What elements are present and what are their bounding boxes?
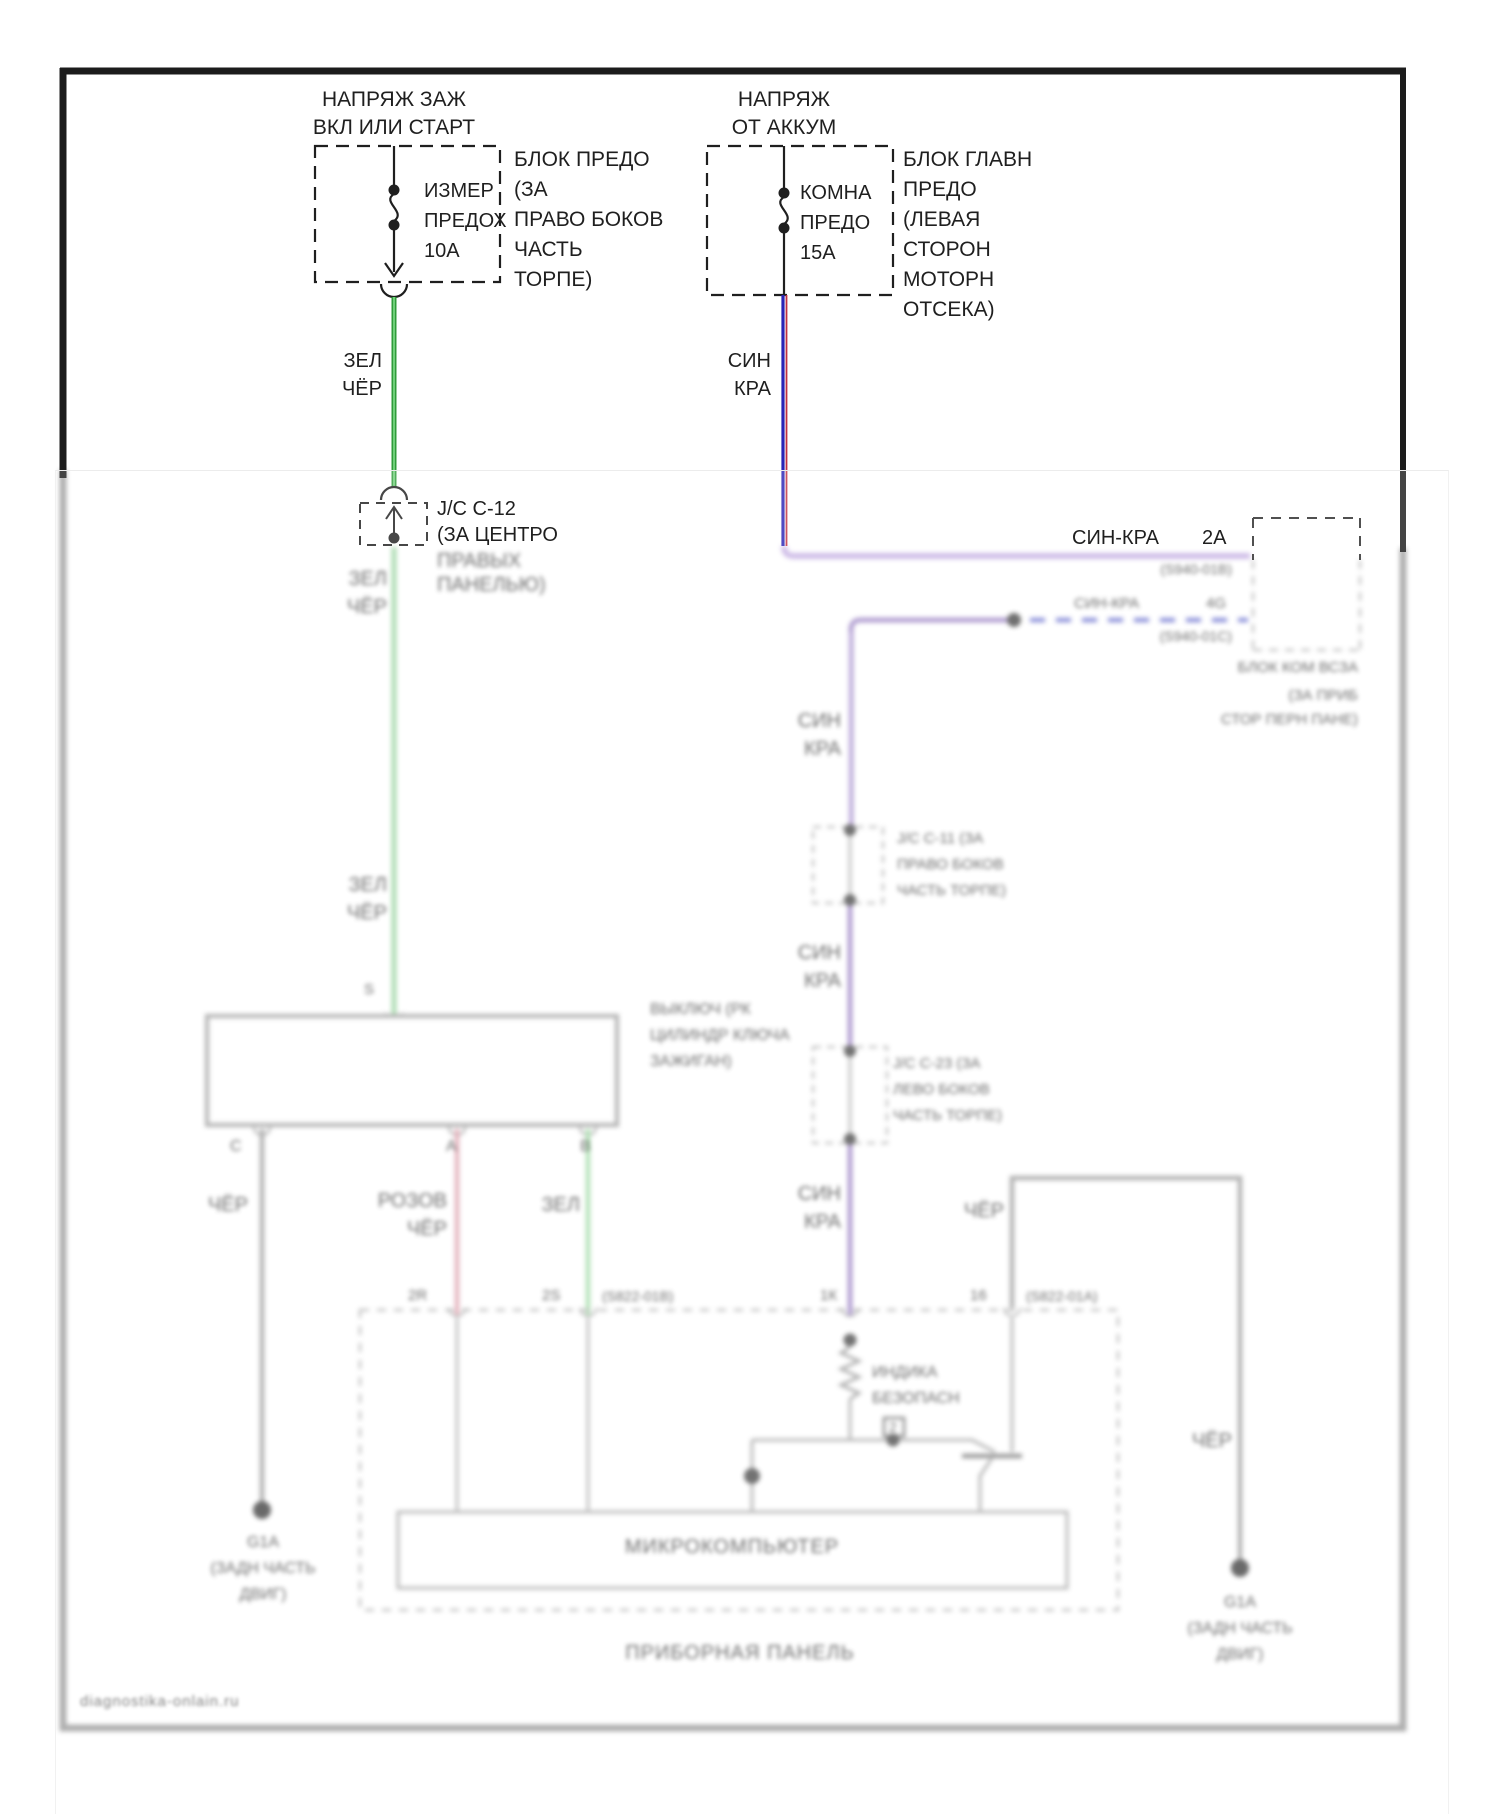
right-box-label-1: БЛОК КОМ ВСЗА bbox=[1237, 659, 1358, 676]
jc-c12-blur-2: ПАНЕЛЬЮ) bbox=[437, 574, 546, 596]
right-box-outline-gray bbox=[1253, 560, 1360, 650]
transistor-base-wire bbox=[850, 1440, 995, 1452]
junction-dot-resistor-top bbox=[844, 1334, 857, 1347]
ignition-switch-label-3: ЗАЖИГАН) bbox=[650, 1053, 732, 1070]
fuse-left-box-label-3: ПРАВО БОКОВ bbox=[514, 208, 664, 231]
fuse-right-box-label-4: СТОРОН bbox=[903, 238, 991, 261]
jc-c12-line2: (ЗА ЦЕНТРО bbox=[437, 524, 558, 546]
panel-connector-s822-01a: (S822-01A) bbox=[1026, 1288, 1098, 1304]
jc-c23-dot-top bbox=[844, 1045, 856, 1057]
resistor-symbol bbox=[841, 1347, 859, 1399]
fuse-right-name-1: КОМНА bbox=[800, 182, 872, 204]
indicator-label-2: БЕЗОПАСН bbox=[872, 1390, 960, 1407]
switch-pin-b: B bbox=[580, 1138, 591, 1155]
fuse-right-dot-bottom bbox=[779, 223, 790, 234]
right-box-outline-sharp bbox=[1253, 518, 1360, 560]
fuse-left-rating: 10А bbox=[424, 240, 460, 262]
fuse-left-dot-bottom bbox=[389, 220, 400, 231]
ground-right-label-2: (ЗАДН ЧАСТЬ bbox=[1187, 1620, 1293, 1637]
jc-c23-label-1: J/C C-23 (ЗА bbox=[893, 1055, 981, 1072]
fuse-right-box-label-2: ПРЕДО bbox=[903, 178, 977, 201]
wire-label-green-mid1-2: ЧЁР bbox=[346, 596, 387, 618]
wire-label-sinkra-2a: СИН-КРА bbox=[1072, 527, 1159, 549]
wire-label-black-c: ЧЁР bbox=[207, 1194, 248, 1216]
instrument-panel-label: ПРИБОРНАЯ ПАНЕЛЬ bbox=[625, 1642, 855, 1664]
panel-pin-1k: 1К bbox=[820, 1287, 838, 1304]
wire-label-green-mid2-2: ЧЁР bbox=[346, 902, 387, 924]
pin-label-4g: 4G bbox=[1206, 595, 1227, 612]
fuse-left-element bbox=[390, 194, 398, 221]
jc-c11-dot-top bbox=[844, 824, 856, 836]
jc-c11-label-1: J/C C-11 (ЗА bbox=[897, 830, 984, 847]
ground-left-label-2: (ЗАДН ЧАСТЬ bbox=[210, 1560, 316, 1577]
feed-left-label-2: ВКЛ ИЛИ СТАРТ bbox=[312, 116, 476, 139]
ignition-switch-label-1: ВЫКЛЮЧ (РК bbox=[650, 1001, 751, 1018]
watermark-text: diagnostika-onlain.ru bbox=[80, 1693, 240, 1710]
jc-c23-dot-bottom bbox=[844, 1133, 856, 1145]
jc-c23-label-2: ЛЕВО БОКОВ bbox=[893, 1081, 990, 1098]
ground-left-label-1: G1A bbox=[246, 1534, 279, 1551]
wire-label-sinkra-4: СИН-КРА bbox=[1074, 595, 1140, 612]
microcomputer-label: МИКРОКОМПЬЮТЕР bbox=[624, 1536, 840, 1558]
jc-c23-label-3: ЧАСТЬ ТОРПЕ) bbox=[893, 1107, 1003, 1124]
wire-label-black-down: ЧЁР bbox=[1191, 1430, 1232, 1452]
ground-dot-left bbox=[253, 1501, 271, 1519]
wire-label-green-top-2: ЧЁР bbox=[341, 378, 382, 400]
jc-c12-title: J/C C-12 bbox=[437, 498, 516, 520]
fuse-left-box-label-2: (ЗА bbox=[514, 178, 548, 201]
right-box-label-3: СТОР ПЕРН ПАНЕ) bbox=[1220, 711, 1358, 728]
wire-label-green-top-1: ЗЕЛ bbox=[343, 350, 382, 372]
wire-purple-horiz-2 bbox=[851, 620, 1014, 830]
sharp-diagram-section bbox=[60, 68, 1406, 560]
fuse-left-box-label-4: ЧАСТЬ bbox=[514, 238, 583, 261]
feed-right-label-2: ОТ АККУМ bbox=[731, 116, 837, 139]
pin2-label: 2 bbox=[889, 1419, 897, 1435]
ground-dot-right bbox=[1231, 1559, 1249, 1577]
fuse-right-box-label-5: МОТОРН bbox=[903, 268, 995, 291]
panel-pin-2r: 2R bbox=[408, 1287, 428, 1304]
wire-label-pink-2: ЧЁР bbox=[406, 1218, 447, 1240]
jc-c11-label-2: ПРАВО БОКОВ bbox=[897, 856, 1004, 873]
wire-label-blue-top-1: СИН bbox=[727, 350, 771, 372]
wire-label-purple2-1: СИН bbox=[797, 942, 841, 964]
wire-black-right bbox=[1012, 1178, 1240, 1560]
fuse-right-box-label-1: БЛОК ГЛАВН bbox=[903, 148, 1033, 171]
jc-c12-dot bbox=[389, 533, 400, 544]
panel-connector-s822-01b: (S822-01B) bbox=[602, 1288, 674, 1304]
wire-label-purple2-2: КРА bbox=[804, 970, 841, 992]
fuse-left-box-label-5: ТОРПЕ) bbox=[514, 268, 593, 291]
jc-c11-dot-bottom bbox=[844, 894, 856, 906]
wire-label-2a: 2А bbox=[1202, 527, 1227, 549]
feed-left-label-1: НАПРЯЖ ЗАЖ bbox=[321, 88, 467, 111]
connector-bump-left bbox=[381, 284, 407, 297]
wire-label-green-mid1-1: ЗЕЛ bbox=[348, 568, 387, 590]
switch-pin-top: S bbox=[364, 981, 375, 998]
fuse-right-element bbox=[780, 197, 788, 224]
ignition-switch-box bbox=[207, 1016, 617, 1125]
fuse-left-box-label-1: БЛОК ПРЕДО bbox=[514, 148, 650, 171]
panel-pin-2s: 2S bbox=[542, 1287, 561, 1304]
transistor-emitter-wire bbox=[980, 1458, 992, 1512]
connector-s940-01c: (S940-01C) bbox=[1159, 628, 1232, 644]
fuse-left-dot-top bbox=[389, 185, 400, 196]
ignition-switch-label-2: ЦИЛИНДР КЛЮЧА bbox=[650, 1027, 790, 1044]
connector-cap-jc12 bbox=[381, 487, 407, 500]
switch-pin-c: C bbox=[230, 1138, 242, 1155]
panel-pin-16: 16 bbox=[970, 1287, 987, 1304]
jc-c12-blur-1: ПРАВЫХ bbox=[437, 550, 522, 572]
fuse-right-name-2: ПРЕДО bbox=[800, 212, 871, 234]
wire-label-purple3-2: КРА bbox=[804, 1211, 841, 1233]
wire-label-black-up: ЧЁР bbox=[963, 1200, 1004, 1222]
fuse-left-name-2: ПРЕДОХ bbox=[424, 210, 507, 232]
ground-left-label-3: ДВИГ) bbox=[239, 1586, 287, 1603]
wire-label-green-b: ЗЕЛ bbox=[541, 1194, 580, 1216]
ground-right-label-3: ДВИГ) bbox=[1216, 1646, 1264, 1663]
fuse-right-box-label-3: (ЛЕВАЯ bbox=[903, 208, 981, 231]
wire-label-purple1-2: КРА bbox=[804, 738, 841, 760]
wire-label-pink-1: РОЗОВ bbox=[377, 1190, 447, 1212]
junction-dot-purple bbox=[1007, 613, 1021, 627]
fuse-right-dot-top bbox=[779, 188, 790, 199]
jc-c11-label-3: ЧАСТЬ ТОРПЕ) bbox=[897, 882, 1007, 899]
wire-label-purple3-1: СИН bbox=[797, 1183, 841, 1205]
switch-pin-a: A bbox=[446, 1138, 457, 1155]
connector-s940-01b: (S940-01B) bbox=[1160, 561, 1232, 577]
wire-label-blue-top-2: КРА bbox=[734, 378, 771, 400]
junction-dot-branch bbox=[744, 1468, 760, 1484]
wire-label-green-mid2-1: ЗЕЛ bbox=[348, 874, 387, 896]
indicator-label-1: ИНДИКА bbox=[872, 1364, 938, 1381]
wire-purple-horiz-top bbox=[784, 546, 1250, 556]
right-box-label-2: (ЗА ПРИБ bbox=[1288, 687, 1358, 704]
wire-label-purple1-1: СИН bbox=[797, 710, 841, 732]
fuse-right-box-label-6: ОТСЕКА) bbox=[903, 298, 995, 321]
fuse-left-name-1: ИЗМЕР bbox=[424, 180, 494, 202]
ground-right-label-1: G1A bbox=[1223, 1594, 1256, 1611]
feed-right-label-1: НАПРЯЖ bbox=[737, 88, 831, 111]
fuse-right-rating: 15А bbox=[800, 242, 836, 264]
junction-dot-base bbox=[887, 1434, 900, 1447]
